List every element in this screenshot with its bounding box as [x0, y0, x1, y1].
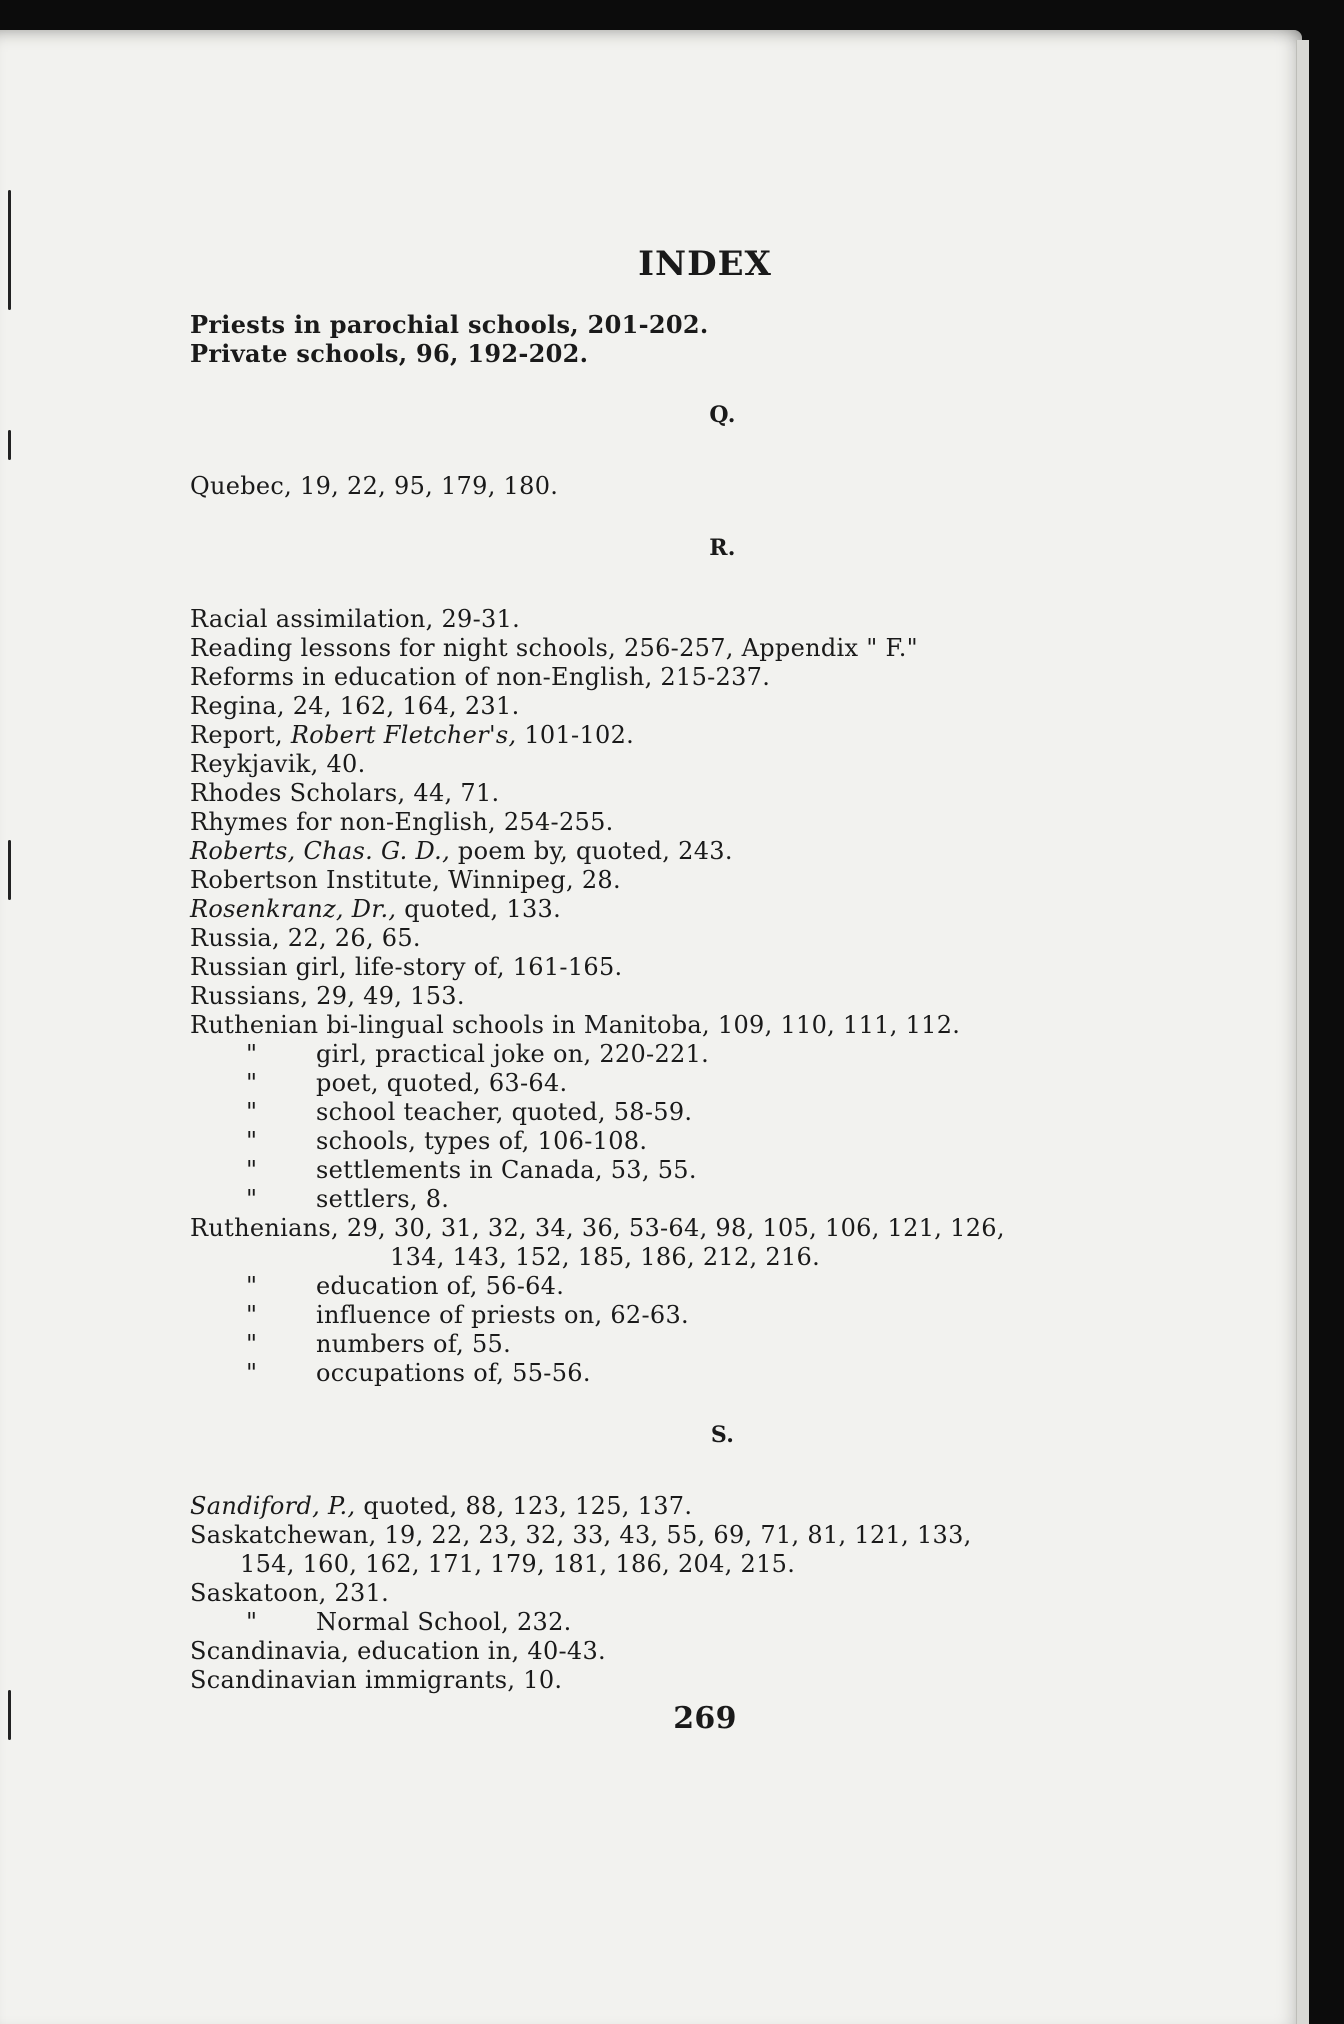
entry-text: occupations of, 55-56. [316, 1359, 591, 1387]
index-entry-continuation: 134, 143, 152, 185, 186, 212, 216. [390, 1243, 821, 1271]
ditto-mark: " [246, 1040, 258, 1068]
index-subentry [190, 1359, 1060, 1388]
ditto-mark: " [246, 1127, 258, 1155]
ditto-mark: " [246, 1301, 258, 1329]
entry-text: settlers, 8. [316, 1185, 450, 1213]
entry-italic-text: Rosenkranz, Dr., [190, 895, 397, 923]
index-subentry [190, 1156, 1060, 1185]
index-entry: Reforms in education of non-English, 215-237. [190, 663, 771, 691]
entry-text: girl, practical joke on, 220-221. [316, 1040, 710, 1068]
section-letter-r: R. [709, 535, 736, 561]
index-entry [190, 837, 1060, 866]
entry-text: schools, types of, 106-108. [316, 1127, 648, 1155]
index-subentry [190, 1330, 1060, 1359]
index-subentry [190, 1608, 1060, 1637]
entry-text: numbers of, 55. [316, 1330, 512, 1358]
entry-text: quoted, 133. [396, 895, 562, 923]
index-subentry [190, 1272, 1060, 1301]
page-edge [1296, 40, 1309, 2024]
index-entry: Scandinavia, education in, 40-43. [190, 1637, 606, 1665]
entry-text: school teacher, quoted, 58-59. [316, 1098, 693, 1126]
entry-text: poet, quoted, 63-64. [316, 1069, 568, 1097]
index-subentry [190, 1127, 1060, 1156]
index-subentry [190, 1098, 1060, 1127]
entry-text: 101-102. [516, 721, 635, 749]
binding-mark [8, 190, 11, 310]
index-entry: Ruthenians, 29, 30, 31, 32, 34, 36, 53-64, 98, 105, 106, 121, 126, [190, 1214, 1005, 1242]
index-entry [190, 895, 1060, 924]
entry-text: Report, [190, 721, 291, 749]
index-subentry [190, 1069, 1060, 1098]
binding-mark [8, 1690, 11, 1740]
index-entry: Regina, 24, 162, 164, 231. [190, 692, 520, 720]
page-number: 269 [673, 1701, 737, 1736]
index-entry [190, 1492, 1060, 1521]
index-subentry [190, 1040, 1060, 1069]
section-letter-s: S. [710, 1422, 735, 1448]
index-entry: Russian girl, life-story of, 161-165. [190, 953, 623, 981]
entry-italic-text: Sandiford, P., [190, 1492, 356, 1520]
index-entry: Scandinavian immigrants, 10. [190, 1666, 563, 1694]
ditto-mark: " [246, 1156, 258, 1184]
ditto-mark: " [246, 1069, 258, 1097]
index-entry: Robertson Institute, Winnipeg, 28. [190, 866, 621, 894]
ditto-mark: " [246, 1608, 258, 1636]
index-entry: Quebec, 19, 22, 95, 179, 180. [190, 472, 559, 500]
index-entry: Reading lessons for night schools, 256-257, Appendix " F." [190, 634, 919, 662]
entry-text: education of, 56-64. [316, 1272, 565, 1300]
section-letter-q: Q. [709, 402, 736, 428]
binding-mark [8, 840, 11, 900]
entry-text: quoted, 88, 123, 125, 137. [355, 1492, 693, 1520]
index-entry: Rhymes for non-English, 254-255. [190, 808, 614, 836]
entry-text: settlements in Canada, 53, 55. [316, 1156, 697, 1184]
index-subentry [190, 1301, 1060, 1330]
index-entry: Ruthenian bi-lingual schools in Manitoba, 109, 110, 111, 112. [190, 1011, 961, 1039]
index-entry: Saskatchewan, 19, 22, 23, 32, 33, 43, 55, 69, 71, 81, 121, 133, [190, 1521, 972, 1549]
index-entry: Racial assimilation, 29-31. [190, 605, 521, 633]
index-subentry [190, 1185, 1060, 1214]
index-entry: Priests in parochial schools, 201-202. [190, 310, 709, 339]
entry-text: Normal School, 232. [316, 1608, 572, 1636]
index-entry: Saskatoon, 231. [190, 1579, 390, 1607]
ditto-mark: " [246, 1185, 258, 1213]
ditto-mark: " [246, 1098, 258, 1126]
entry-text: influence of priests on, 62-63. [316, 1301, 689, 1329]
index-entry: Private schools, 96, 192-202. [190, 339, 589, 368]
index-entry: Russia, 22, 26, 65. [190, 924, 421, 952]
index-entry: Rhodes Scholars, 44, 71. [190, 779, 500, 807]
ditto-mark: " [246, 1272, 258, 1300]
binding-mark [8, 430, 11, 460]
ditto-mark: " [246, 1330, 258, 1358]
entry-text: poem by, quoted, 243. [450, 837, 733, 865]
entry-italic-text: Roberts, Chas. G. D., [190, 837, 450, 865]
index-text [190, 230, 1060, 1736]
index-entry [190, 721, 1060, 750]
entry-italic-text: Robert Fletcher's, [290, 721, 517, 749]
page-title: INDEX [638, 244, 772, 284]
index-entry: Russians, 29, 49, 153. [190, 982, 465, 1010]
ditto-mark: " [246, 1359, 258, 1387]
index-entry: Reykjavik, 40. [190, 750, 366, 778]
index-entry-continuation: 154, 160, 162, 171, 179, 181, 186, 204, 215. [240, 1550, 796, 1578]
